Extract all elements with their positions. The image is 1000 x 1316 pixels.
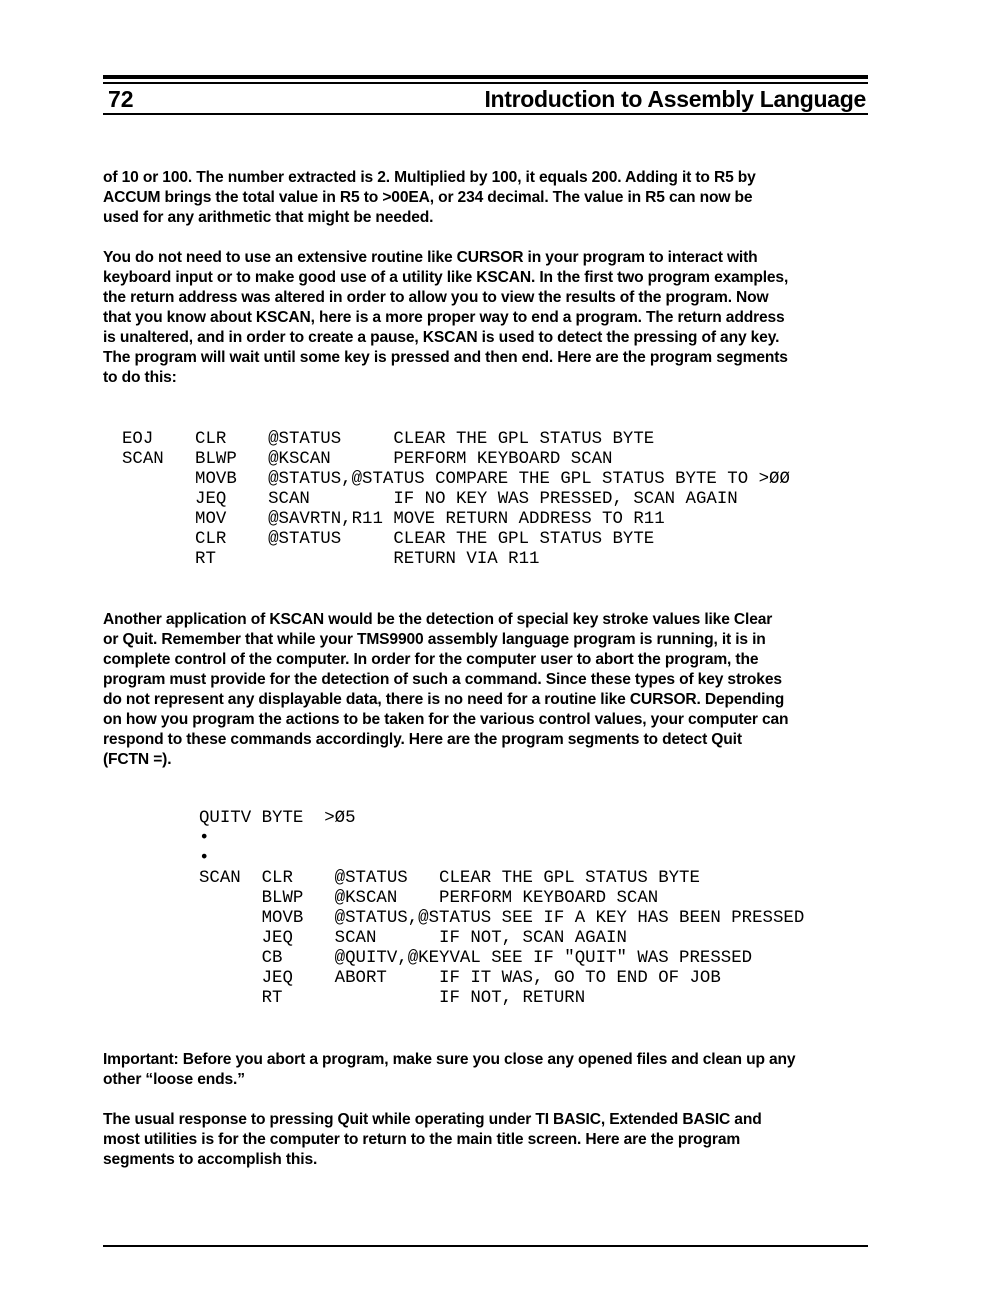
text-line: the return address was altered in order to allow you to view the results of the program. Now: [103, 289, 769, 306]
code-line: CLR @STATUS CLEAR THE GPL STATUS BYTE: [122, 530, 655, 549]
text-line: or Quit. Remember that while your TMS9900 assembly language program is running, it is in: [103, 631, 766, 648]
code-listing-end-of-job: [122, 430, 790, 570]
text-line: other “loose ends.”: [103, 1071, 245, 1088]
running-title: Introduction to Assembly Language: [484, 86, 866, 112]
text-line: program must provide for the detection of such a command. Since these types of key strokes: [103, 671, 782, 688]
text-line: is unaltered, and in order to create a pause, KSCAN is used to detect the pressing of any key.: [103, 329, 780, 346]
text-line: that you know about KSCAN, here is a more proper way to end a program. The return address: [103, 309, 785, 326]
code-line: BLWP @KSCAN PERFORM KEYBOARD SCAN: [199, 889, 659, 908]
text-line: The program will wait until some key is pressed and then end. Here are the program segments: [103, 349, 788, 366]
text-line: ACCUM brings the total value in R5 to >00EA, or 234 decimal. The value in R5 can now be: [103, 189, 753, 206]
header-rule-thick: [103, 75, 868, 79]
code-line: QUITV BYTE >Ø5: [199, 809, 356, 828]
code-line: MOVB @STATUS,@STATUS COMPARE THE GPL STATUS BYTE TO >ØØ: [122, 470, 790, 489]
text-line: (FCTN =).: [103, 751, 172, 768]
code-line: JEQ SCAN IF NO KEY WAS PRESSED, SCAN AGAIN: [122, 490, 738, 509]
text-line: You do not need to use an extensive routine like CURSOR in your program to interact with: [103, 249, 758, 266]
code-line: •: [199, 849, 210, 868]
text-line: Another application of KSCAN would be the detection of special key stroke values like Clear: [103, 611, 773, 628]
text-line: of 10 or 100. The number extracted is 2. Multiplied by 100, it equals 200. Adding it to R5 by: [103, 169, 756, 186]
text-line: on how you program the actions to be taken for the various control values, your computer can: [103, 711, 789, 728]
code-line: RT RETURN VIA R11: [122, 550, 540, 569]
code-line: JEQ ABORT IF IT WAS, GO TO END OF JOB: [199, 969, 721, 988]
code-line: MOVB @STATUS,@STATUS SEE IF A KEY HAS BEEN PRESSED: [199, 909, 805, 928]
header-underline: [103, 113, 868, 115]
paragraph-accum-result: [103, 168, 873, 228]
text-line: keyboard input or to make good use of a utility like KSCAN. In the first two program examples,: [103, 269, 789, 286]
code-line: CB @QUITV,@KEYVAL SEE IF "QUIT" WAS PRESSED: [199, 949, 753, 968]
code-line: •: [199, 829, 210, 848]
code-line: JEQ SCAN IF NOT, SCAN AGAIN: [199, 929, 627, 948]
text-line: segments to accomplish this.: [103, 1151, 318, 1168]
paragraph-kscan-end-program: [103, 248, 873, 388]
footer-rule: [103, 1245, 868, 1247]
paragraph-quit-response: [103, 1110, 873, 1170]
text-line: most utilities is for the computer to return to the main title screen. Here are the program: [103, 1131, 741, 1148]
code-line: SCAN BLWP @KSCAN PERFORM KEYBOARD SCAN: [122, 450, 613, 469]
text-line: do not represent any displayable data, there is no need for a routine like CURSOR. Depending: [103, 691, 785, 708]
text-line: complete control of the computer. In order for the computer user to abort the program, the: [103, 651, 759, 668]
text-line: The usual response to pressing Quit while operating under TI BASIC, Extended BASIC and: [103, 1111, 762, 1128]
code-listing-quit-detection: [199, 809, 804, 1009]
text-line: Important: Before you abort a program, make sure you close any opened files and clean up any: [103, 1051, 796, 1068]
text-line: used for any arithmetic that might be needed.: [103, 209, 434, 226]
paragraph-detect-quit: [103, 610, 873, 770]
paragraph-important-note: [103, 1050, 873, 1090]
code-line: MOV @SAVRTN,R11 MOVE RETURN ADDRESS TO R11: [122, 510, 665, 529]
page-number: 72: [108, 86, 134, 112]
code-line: SCAN CLR @STATUS CLEAR THE GPL STATUS BYTE: [199, 869, 700, 888]
code-line: RT IF NOT, RETURN: [199, 989, 586, 1008]
running-header: [108, 84, 866, 114]
text-line: respond to these commands accordingly. Here are the program segments to detect Quit: [103, 731, 742, 748]
text-line: to do this:: [103, 369, 177, 386]
code-line: EOJ CLR @STATUS CLEAR THE GPL STATUS BYTE: [122, 430, 655, 449]
